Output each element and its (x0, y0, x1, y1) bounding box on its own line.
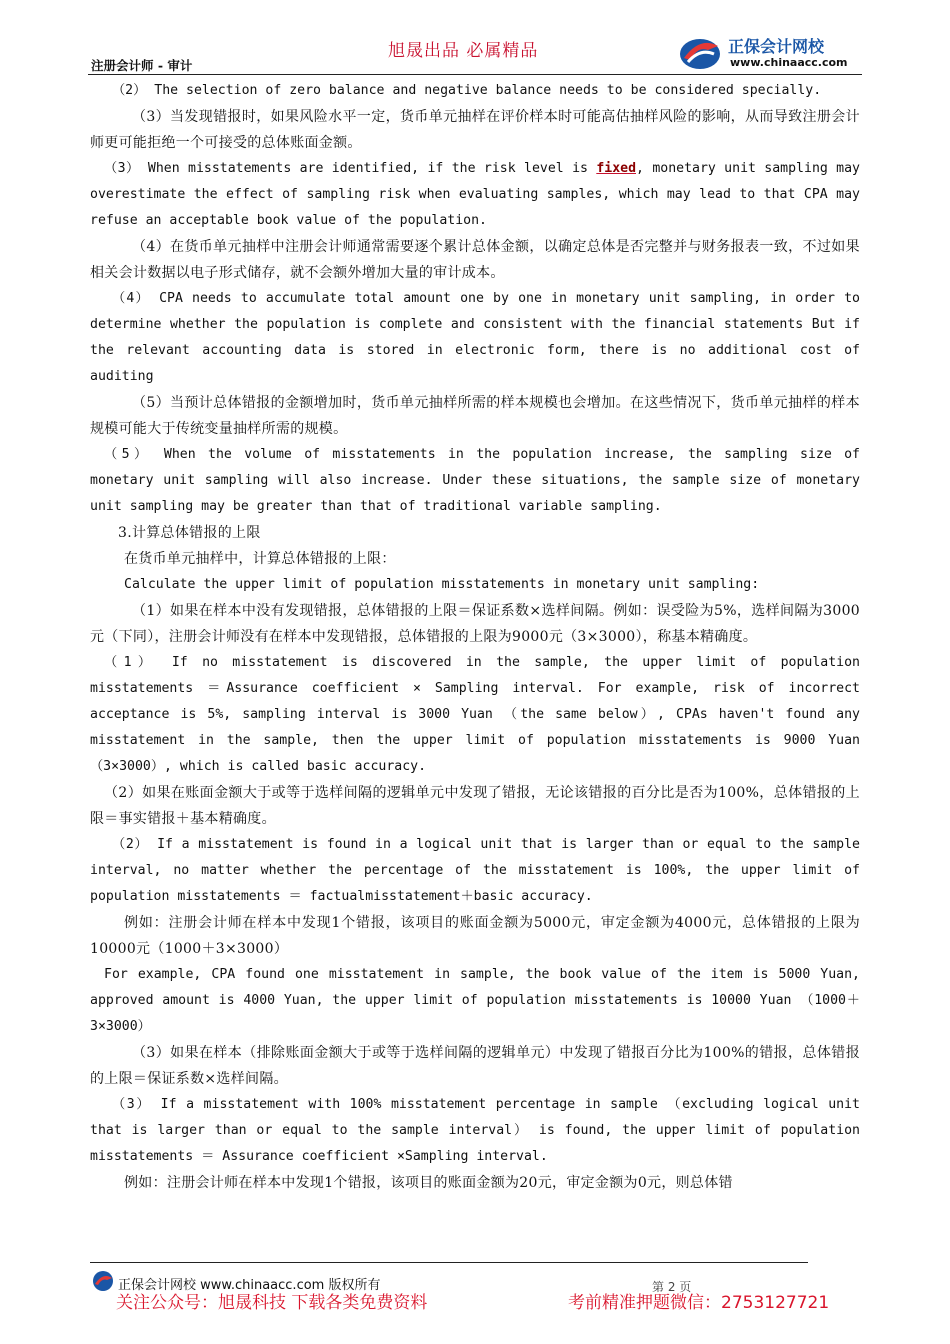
paragraph-en-3-post: , monetary unit sampling may overestimate the effect of sampling risk when evaluating samples, which may lead to that CPA may refuse an acceptable book value of the population. (90, 161, 860, 228)
footer-divider (90, 1262, 808, 1263)
paragraph-en-3 (90, 156, 860, 234)
page-number: 第 2 页 (652, 1280, 692, 1294)
paragraph-cn-case-2: （2）如果在账面金额大于或等于选样间隔的逻辑单元中发现了错报，无论该错报的百分比是否为100%，总体错报的上限＝事实错报＋基本精确度。 (90, 785, 860, 827)
paragraph-cn-case-3: （3）如果在样本（排除账面金额大于或等于选样间隔的逻辑单元）中发现了错报百分比为100%的错报，总体错报的上限＝保证系数×选样间隔。 (90, 1045, 860, 1087)
paragraph-cn-example-3: 例如：注册会计师在样本中发现1个错报，该项目的账面金额为20元，审定金额为0元，则总体错 (124, 1175, 733, 1191)
school-logo (678, 30, 868, 74)
document-body (90, 78, 860, 1196)
header-slogan: 旭晟出品 必属精品 (388, 41, 539, 61)
paragraph-cn-3: （3）当发现错报时，如果风险水平一定，货币单元抽样在评价样本时可能高估抽样风险的影响，从而导致注册会计师更可能拒绝一个可接受的总体账面金额。 (90, 109, 860, 151)
paragraph-en-case-3: （3） If a misstatement with 100% misstatement percentage in sample （excluding logical unit that is larger than or equal to the sample interval） is found, the upper limit of population misstatements ＝ Assurance coefficient ×Sampling interval. (90, 1097, 860, 1164)
paragraph-cn-example-2: 例如：注册会计师在样本中发现1个错报，该项目的账面金额为5000元，审定金额为4000元，总体错报的上限为10000元（1000＋3×3000） (90, 915, 860, 957)
paragraph-cn-4: （4）在货币单元抽样中注册会计师通常需要逐个累计总体金额，以确定总体是否完整并与财务报表一致，不过如果相关会计数据以电子形式储存，就不会额外增加大量的审计成本。 (90, 239, 860, 281)
logo-url: www.chinaacc.com (730, 56, 848, 69)
promo-wechat-id: 考前精准押题微信：2753127721 (568, 1293, 830, 1313)
paragraph-en-3-pre: （3） When misstatements are identified, if the risk level is (104, 161, 597, 176)
header-divider (88, 74, 862, 75)
paragraph-en-case-2: （2） If a misstatement is found in a logical unit that is larger than or equal to the sample interval, no matter whether the percentage of the misstatement is 100%, the upper limit of population misstatements ＝ factualmisstatement＋basic accuracy. (90, 837, 860, 904)
paragraph-cn-5: （5）当预计总体错报的金额增加时，货币单元抽样所需的样本规模也会增加。在这些情况下，货币单元抽样的样本规模可能大于传统变量抽样所需的规模。 (90, 395, 860, 437)
paragraph-en-example-2: For example, CPA found one misstatement in sample, the book value of the item is 5000 Yuan, approved amount is 4000 Yuan, the upper limit of population misstatements is 10000 Yuan （1000＋3×3000） (90, 967, 860, 1034)
section-heading-upper-limit: 3.计算总体错报的上限 (118, 525, 261, 541)
footer-copyright: 正保会计网校 www.chinaacc.com 版权所有 (118, 1278, 381, 1293)
paragraph-cn-case-1: （1）如果在样本中没有发现错报，总体错报的上限＝保证系数×选样间隔。例如：误受险为5%，选样间隔为3000元（下同），注册会计师没有在样本中发现错报，总体错报的上限为9000元（3×3000），称基本精确度。 (90, 603, 860, 645)
keyword-fixed[interactable]: fixed (596, 161, 637, 176)
paragraph-en-case-1: （1） If no misstatement is discovered in the sample, the upper limit of population misstatements ＝Assurance coefficient × Sampling interval. For example, risk of incorrect acceptance is 5%, sampling interval is 3000 Yuan （the same below）, CPAs haven't found any misstatement in the sample, then the upper limit of population misstatements is 9000 Yuan （3×3000）, which is called basic accuracy. (90, 655, 860, 774)
paragraph-en-intro: Calculate the upper limit of population misstatements in monetary unit sampling: (124, 577, 760, 592)
paragraph-en-5: （5） When the volume of misstatements in the population increase, the sampling size of monetary unit sampling will also increase. Under these situations, the sample size of monetary unit sampling may be greater than that of traditional variable sampling. (90, 447, 860, 514)
paragraph-cn-intro: 在货币单元抽样中，计算总体错报的上限： (124, 551, 396, 567)
promo-wechat-account: 关注公众号：旭晟科技 下载各类免费资料 (116, 1293, 428, 1313)
logo-emblem-icon (678, 32, 722, 72)
paragraph-en-2-zero-balance: （2） The selection of zero balance and negative balance needs to be considered specially. (112, 83, 822, 98)
footer-logo-icon (92, 1270, 114, 1292)
logo-name: 正保会计网校 (728, 37, 825, 56)
paragraph-en-4: （4） CPA needs to accumulate total amount one by one in monetary unit sampling, in order to determine whether the population is complete and consistent with the financial statements But if the relevant accounting data is stored in electronic form, there is no additional cost of auditing (90, 291, 860, 384)
header-subject: 注册会计师 - 审计 (91, 58, 193, 73)
